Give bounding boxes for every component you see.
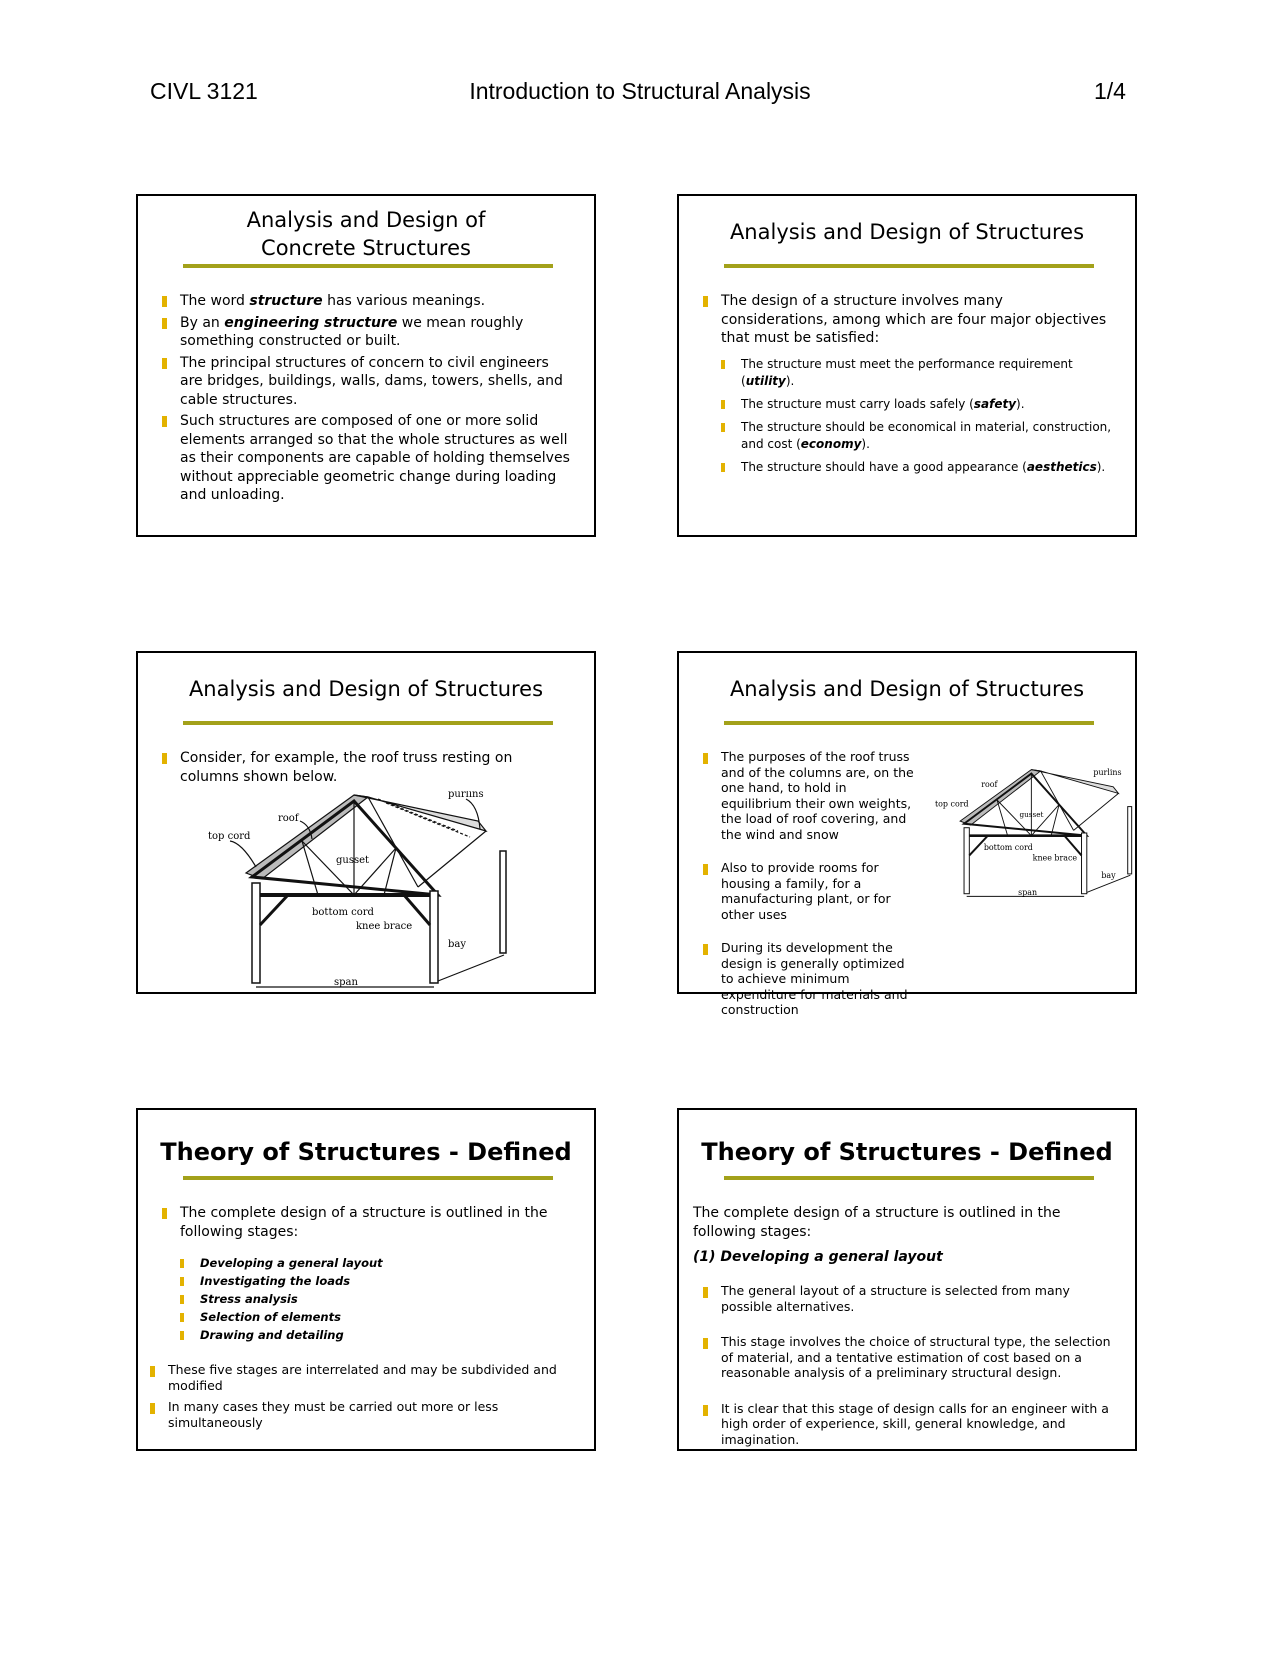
title-rule bbox=[183, 721, 553, 725]
sub-utility: The structure must meet the performance requirement (utility). bbox=[721, 356, 1113, 390]
slide-roof-truss bbox=[136, 651, 596, 994]
slide-title: Analysis and Design of Structures bbox=[188, 677, 544, 701]
bullet-structure-meaning: The word structure has various meanings. bbox=[162, 292, 572, 311]
label-top-cord: top cord bbox=[935, 799, 969, 809]
label-bay: bay bbox=[1101, 870, 1116, 880]
intro-text: The complete design of a structure is outlined in the following stages: bbox=[693, 1205, 1061, 1240]
bullet-principal-structures: The principal structures of concern to civil engineers are bridges, buildings, walls, dams, towers, shells, and cable structures. bbox=[162, 354, 572, 410]
label-span: span bbox=[334, 977, 358, 988]
stage-heading: (1) Developing a general layout bbox=[693, 1249, 943, 1265]
slide-concrete-structures bbox=[136, 194, 596, 537]
slide-title: Analysis and Design of Structures bbox=[729, 677, 1085, 701]
stage-item: Selection of elements bbox=[180, 1309, 572, 1326]
small-truss-diagram bbox=[935, 763, 1133, 903]
slide-design-objectives bbox=[677, 194, 1137, 537]
slide-truss-purposes bbox=[677, 651, 1137, 1017]
document-title: Introduction to Structural Analysis bbox=[469, 78, 811, 104]
title-rule bbox=[724, 264, 1094, 268]
label-purlins: purlins bbox=[1093, 767, 1122, 777]
slide-title bbox=[138, 206, 594, 262]
bullet-interrelated: These five stages are interrelated and may be subdivided and modified bbox=[150, 1362, 572, 1393]
stage-item: Developing a general layout bbox=[180, 1255, 572, 1272]
bullet-alternatives: The general layout of a structure is selected from many possible alternatives. bbox=[703, 1283, 1113, 1314]
bullet-roof-truss: Consider, for example, the roof truss resting on columns shown below. bbox=[162, 749, 572, 786]
bullet-optimized: During its development the design is generally optimized to achieve minimum expenditure for materials and construction bbox=[703, 940, 915, 1018]
slide-body bbox=[162, 749, 572, 789]
slide-body bbox=[689, 1204, 1113, 1450]
bullet-solid-elements: Such structures are composed of one or more solid elements arranged so that the whole structures as well as their components are capable of holding themselves without appreciable geometric change during loading and unloading. bbox=[162, 412, 572, 505]
label-top-cord: top cord bbox=[208, 831, 251, 842]
label-bottom-cord: bottom cord bbox=[983, 843, 1033, 853]
stage-item: Investigating the loads bbox=[180, 1273, 572, 1290]
title-rule bbox=[724, 1176, 1094, 1180]
bullet-engineering-structure: By an engineering structure we mean roughly something constructed or built. bbox=[162, 314, 572, 351]
label-gusset: gusset bbox=[336, 855, 370, 866]
slide-title: Theory of Structures - Defined bbox=[160, 1138, 572, 1166]
bullet-considerations: The design of a structure involves many considerations, among which are four major objectives that must be satisfied: bbox=[703, 292, 1113, 348]
label-bay: bay bbox=[448, 939, 467, 950]
bullet-equilibrium: The purposes of the roof truss and of the columns are, on the one hand, to hold in equilibrium their own weights, the load of roof covering, and the wind and snow bbox=[703, 749, 915, 842]
label-bottom-cord: bottom cord bbox=[312, 907, 374, 918]
slide-body bbox=[162, 292, 572, 508]
slide-title: Analysis and Design of Structures bbox=[729, 220, 1085, 244]
sub-safety: The structure must carry loads safely (safety). bbox=[721, 396, 1113, 413]
title-line-1: Analysis and Design of bbox=[246, 208, 486, 232]
slide-theory-stages bbox=[136, 1108, 596, 1451]
title-line-2: Concrete Structures bbox=[261, 236, 471, 260]
title-rule bbox=[183, 1176, 553, 1180]
slide-body bbox=[703, 292, 1113, 482]
label-purlins: purlins bbox=[448, 791, 484, 800]
roof-truss-diagram bbox=[208, 791, 508, 991]
slide-general-layout bbox=[677, 1108, 1137, 1451]
bullet-simultaneous: In many cases they must be carried out more or less simultaneously bbox=[150, 1399, 572, 1430]
label-roof: roof bbox=[981, 779, 998, 789]
stage-item: Drawing and detailing bbox=[180, 1327, 572, 1344]
label-knee-brace: knee brace bbox=[1032, 853, 1078, 863]
sub-economy: The structure should be economical in material, construction, and cost (economy). bbox=[721, 419, 1113, 453]
slide-title: Theory of Structures - Defined bbox=[701, 1138, 1113, 1166]
bullet-structural-type: This stage involves the choice of structural type, the selection of material, and a tentative estimation of cost based on a reasonable analysis of a preliminary structural design. bbox=[703, 1334, 1113, 1381]
course-code: CIVL 3121 bbox=[150, 78, 258, 104]
label-knee-brace: knee brace bbox=[356, 921, 413, 932]
slide-body bbox=[703, 749, 915, 1021]
bullet-rooms: Also to provide rooms for housing a family, for a manufacturing plant, or for other uses bbox=[703, 860, 915, 922]
sub-aesthetics: The structure should have a good appearance (aesthetics). bbox=[721, 459, 1113, 476]
slide-body bbox=[150, 1204, 572, 1433]
bullet-outlined-stages: The complete design of a structure is outlined in the following stages: bbox=[162, 1204, 572, 1241]
bullet-experience: It is clear that this stage of design calls for an engineer with a high order of experience, skill, general knowledge, and imagination. bbox=[703, 1401, 1113, 1448]
stage-list bbox=[162, 1255, 572, 1344]
label-roof: roof bbox=[278, 813, 299, 824]
page-number: 1/4 bbox=[1094, 78, 1126, 104]
title-rule bbox=[183, 264, 553, 268]
title-rule bbox=[724, 721, 1094, 725]
label-gusset: gusset bbox=[1019, 810, 1044, 820]
label-span: span bbox=[1018, 888, 1038, 898]
stage-item: Stress analysis bbox=[180, 1291, 572, 1308]
